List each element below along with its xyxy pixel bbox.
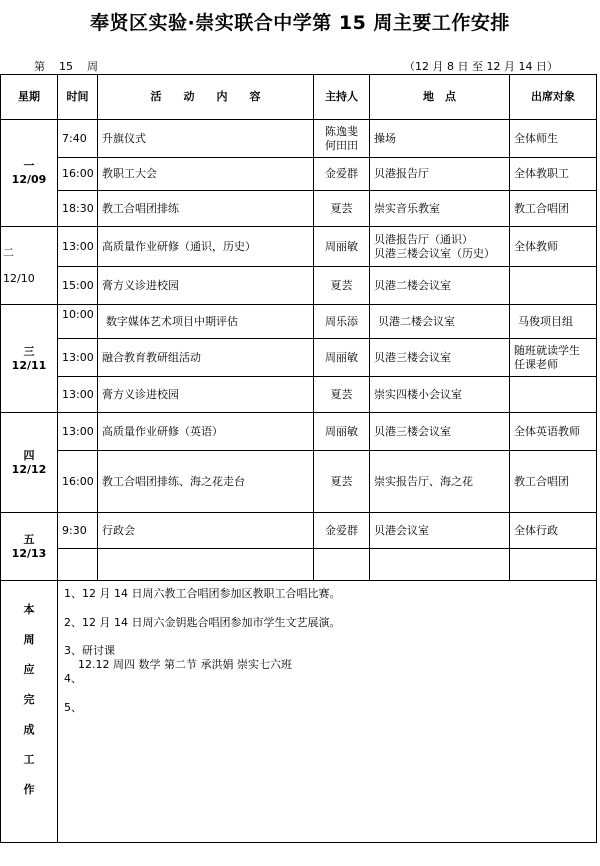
cell-activity: 高质量作业研修（英语）: [98, 413, 314, 451]
cell-activity: 融合教育教研组活动: [98, 339, 314, 377]
header-activity: 活 动 内 容: [98, 75, 314, 120]
cell-time: 10:00: [58, 305, 98, 339]
cell-activity: 教工合唱团排练: [98, 191, 314, 227]
cell-time: 15:00: [58, 267, 98, 305]
cell-activity: 升旗仪式: [98, 120, 314, 158]
schedule-table: [0, 74, 597, 843]
cell-host: 陈逸斐 何田田: [314, 120, 370, 158]
cell-place: 贝港报告厅: [370, 158, 510, 191]
note-item: 2、12 月 14 日周六金钥匙合唱团参加市学生文艺展演。: [64, 616, 341, 629]
date-range: （12 月 8 日 至 12 月 14 日）: [404, 60, 558, 73]
cell-host: 周丽敏: [314, 413, 370, 451]
cell-audience: 全体教职工: [510, 158, 597, 191]
cell-host: 周丽敏: [314, 339, 370, 377]
day-thursday: [1, 413, 58, 513]
cell-place: [370, 549, 510, 581]
day-name: 四: [23, 448, 35, 462]
cell-activity: 膏方义诊进校园: [98, 267, 314, 305]
notes-label-char: 作: [23, 783, 35, 796]
week-label: 第: [34, 60, 45, 73]
day-friday: [1, 513, 58, 581]
day-date: 12/11: [11, 358, 47, 372]
cell-host: 夏芸: [314, 377, 370, 413]
cell-time: 13:00: [58, 339, 98, 377]
cell-audience: 全体师生: [510, 120, 597, 158]
table-header-row: [1, 75, 597, 120]
cell-activity: 数字媒体艺术项目中期评估: [98, 305, 314, 339]
header-host: 主持人: [314, 75, 370, 120]
cell-audience: [510, 549, 597, 581]
cell-time: [58, 549, 98, 581]
table-row: [1, 158, 597, 191]
cell-time: 13:00: [58, 227, 98, 267]
cell-activity: 教职工大会: [98, 158, 314, 191]
cell-time: 13:00: [58, 413, 98, 451]
table-row: [1, 267, 597, 305]
cell-activity: 行政会: [98, 513, 314, 549]
header-audience: 出席对象: [510, 75, 597, 120]
table-row: [1, 305, 597, 339]
cell-place: 贝港三楼会议室: [370, 413, 510, 451]
day-name: 二: [3, 245, 14, 259]
cell-place: 贝港二楼会议室: [370, 267, 510, 305]
cell-audience: [510, 377, 597, 413]
cell-time: 16:00: [58, 451, 98, 513]
cell-audience: [510, 267, 597, 305]
day-monday: [1, 120, 58, 227]
cell-audience: 全体教师: [510, 227, 597, 267]
table-row: [1, 377, 597, 413]
cell-audience: 马俊项目组: [510, 305, 597, 339]
page-title: 奉贤区实验·崇实联合中学第 15 周主要工作安排: [90, 12, 510, 34]
cell-host: 金爱群: [314, 513, 370, 549]
cell-audience: 教工合唱团: [510, 451, 597, 513]
cell-host: 金爱群: [314, 158, 370, 191]
notes-label-char: 成: [23, 723, 35, 736]
week-unit: 周: [87, 60, 98, 73]
cell-place: 操场: [370, 120, 510, 158]
cell-audience: 全体英语教师: [510, 413, 597, 451]
notes-label-char: 本: [23, 603, 35, 616]
header-day: 星期: [1, 75, 58, 120]
note-item: 5、: [64, 701, 82, 714]
table-row: [1, 339, 597, 377]
day-date: 12/13: [11, 546, 47, 560]
notes-label-char: 完: [23, 693, 35, 706]
day-name: 五: [23, 532, 35, 546]
notes-label-char: 周: [23, 633, 35, 646]
cell-place: 崇实音乐教室: [370, 191, 510, 227]
cell-audience: 教工合唱团: [510, 191, 597, 227]
table-row: [1, 451, 597, 513]
note-item: 3、研讨课: [64, 644, 115, 657]
table-row: [1, 191, 597, 227]
notes-content: [58, 581, 597, 843]
cell-host: 夏芸: [314, 191, 370, 227]
day-name: 一: [23, 159, 35, 172]
cell-place: 贝港会议室: [370, 513, 510, 549]
notes-label-char: 应: [23, 663, 35, 676]
day-name: 三: [23, 344, 35, 358]
day-date: 12/09: [11, 173, 47, 186]
cell-time: 13:00: [58, 377, 98, 413]
week-num: 15: [59, 60, 73, 73]
cell-host: [314, 549, 370, 581]
day-tuesday: [1, 227, 58, 305]
cell-activity: [98, 549, 314, 581]
cell-place: 贝港报告厅（通识） 贝港三楼会议室（历史）: [370, 227, 510, 267]
cell-audience: 全体行政: [510, 513, 597, 549]
header-time: 时间: [58, 75, 98, 120]
cell-activity: 膏方义诊进校园: [98, 377, 314, 413]
note-item: 1、12 月 14 日周六教工合唱团参加区教职工合唱比赛。: [64, 587, 341, 600]
table-row: [1, 549, 597, 581]
notes-row: [1, 581, 597, 843]
day-date: 12/12: [11, 462, 47, 476]
cell-place: 崇实报告厅、海之花: [370, 451, 510, 513]
cell-time: 9:30: [58, 513, 98, 549]
cell-host: 夏芸: [314, 451, 370, 513]
note-item: 4、: [64, 672, 82, 685]
cell-host: 夏芸: [314, 267, 370, 305]
notes-label-char: 工: [23, 753, 35, 766]
table-row: [1, 513, 597, 549]
cell-host: 周丽敏: [314, 227, 370, 267]
cell-place: 崇实四楼小会议室: [370, 377, 510, 413]
day-wednesday: [1, 305, 58, 413]
header-place: 地 点: [370, 75, 510, 120]
cell-time: 7:40: [58, 120, 98, 158]
day-date: 12/10: [3, 271, 35, 285]
table-row: [1, 413, 597, 451]
notes-label: [1, 581, 58, 843]
cell-time: 18:30: [58, 191, 98, 227]
cell-place: 贝港三楼会议室: [370, 339, 510, 377]
cell-activity: 高质量作业研修（通识，历史）: [98, 227, 314, 267]
cell-audience: 随班就读学生 任课老师: [510, 339, 597, 377]
cell-host: 周乐添: [314, 305, 370, 339]
note-subitem: 12.12 周四 数学 第二节 承洪娟 崇实七六班: [78, 658, 292, 671]
week-number: [34, 58, 98, 74]
cell-activity: 教工合唱团排练、海之花走台: [98, 451, 314, 513]
cell-place: 贝港二楼会议室: [370, 305, 510, 339]
table-row: [1, 120, 597, 158]
table-row: [1, 227, 597, 267]
cell-time: 16:00: [58, 158, 98, 191]
